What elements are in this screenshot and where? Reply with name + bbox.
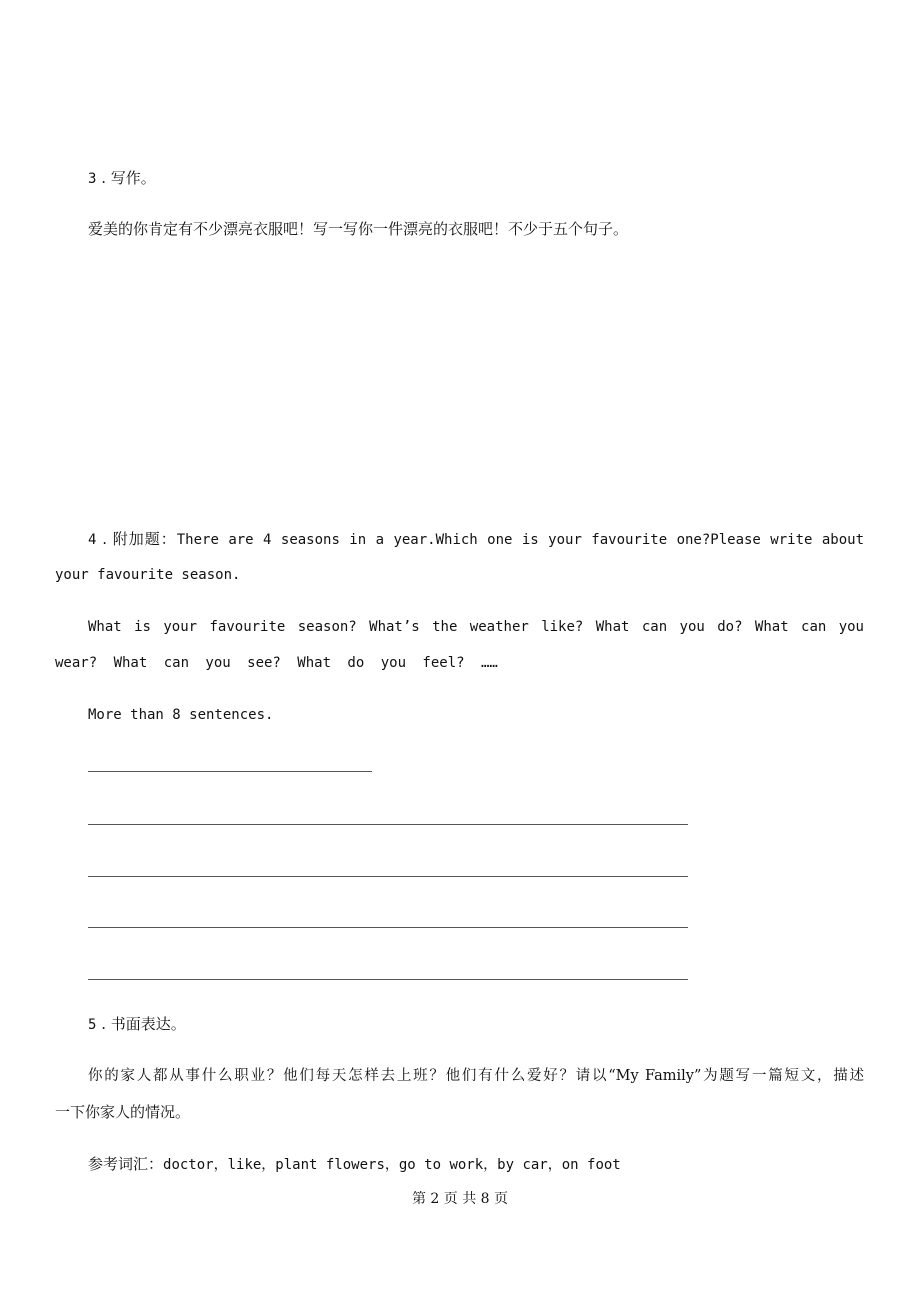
q4-title-prefix: 附加题： bbox=[112, 530, 177, 548]
answer-line bbox=[88, 876, 688, 877]
q4-heading: 4 . 附加题：There are 4 seasons in a year.Which one is your favourite one?Please write about bbox=[88, 530, 865, 548]
q5-vocab bbox=[88, 1154, 621, 1175]
q4-requirement: More than 8 sentences. bbox=[88, 707, 274, 723]
answer-line bbox=[88, 979, 688, 980]
q3-heading: 3 . 写作。 bbox=[88, 169, 156, 187]
q3-number: 3 bbox=[88, 171, 97, 187]
page-number-footer: 第 2 页 共 8 页 bbox=[411, 1191, 509, 1207]
q5-vocab-words: doctor，like，plant flowers，go to work，by car，on foot bbox=[163, 1157, 621, 1173]
q5-vocab-label: 参考词汇： bbox=[88, 1155, 164, 1173]
q5-prompt-line2: 一下你家人的情况。 bbox=[55, 1103, 191, 1121]
q5-title: 书面表达。 bbox=[110, 1015, 186, 1033]
q5-prompt-line1: 你的家人都从事什么职业？他们每天怎样去上班？他们有什么爱好？请以“My Family”为题写一篇短文，描述 bbox=[88, 1068, 864, 1084]
q4-text-line2: your favourite season. bbox=[55, 567, 241, 583]
q4-number: 4 bbox=[88, 532, 97, 548]
q5-number: 5 bbox=[88, 1017, 97, 1033]
answer-line bbox=[88, 927, 688, 928]
answer-line-short bbox=[88, 771, 372, 772]
q4-guide-line2: wear? What can you see? What do you feel? …… bbox=[55, 655, 498, 671]
q4-guide-line1: What is your favourite season? What’s the weather like? What can you do? What can you bbox=[88, 619, 864, 635]
q5-heading: 5 . 书面表达。 bbox=[88, 1015, 186, 1033]
q3-prompt: 爱美的你肯定有不少漂亮衣服吧！写一写你一件漂亮的衣服吧！不少于五个句子。 bbox=[88, 220, 629, 238]
answer-line bbox=[88, 824, 688, 825]
q3-title: 写作。 bbox=[110, 169, 156, 187]
q4-text-line1: There are 4 seasons in a year.Which one is your favourite one?Please write about bbox=[176, 532, 865, 548]
